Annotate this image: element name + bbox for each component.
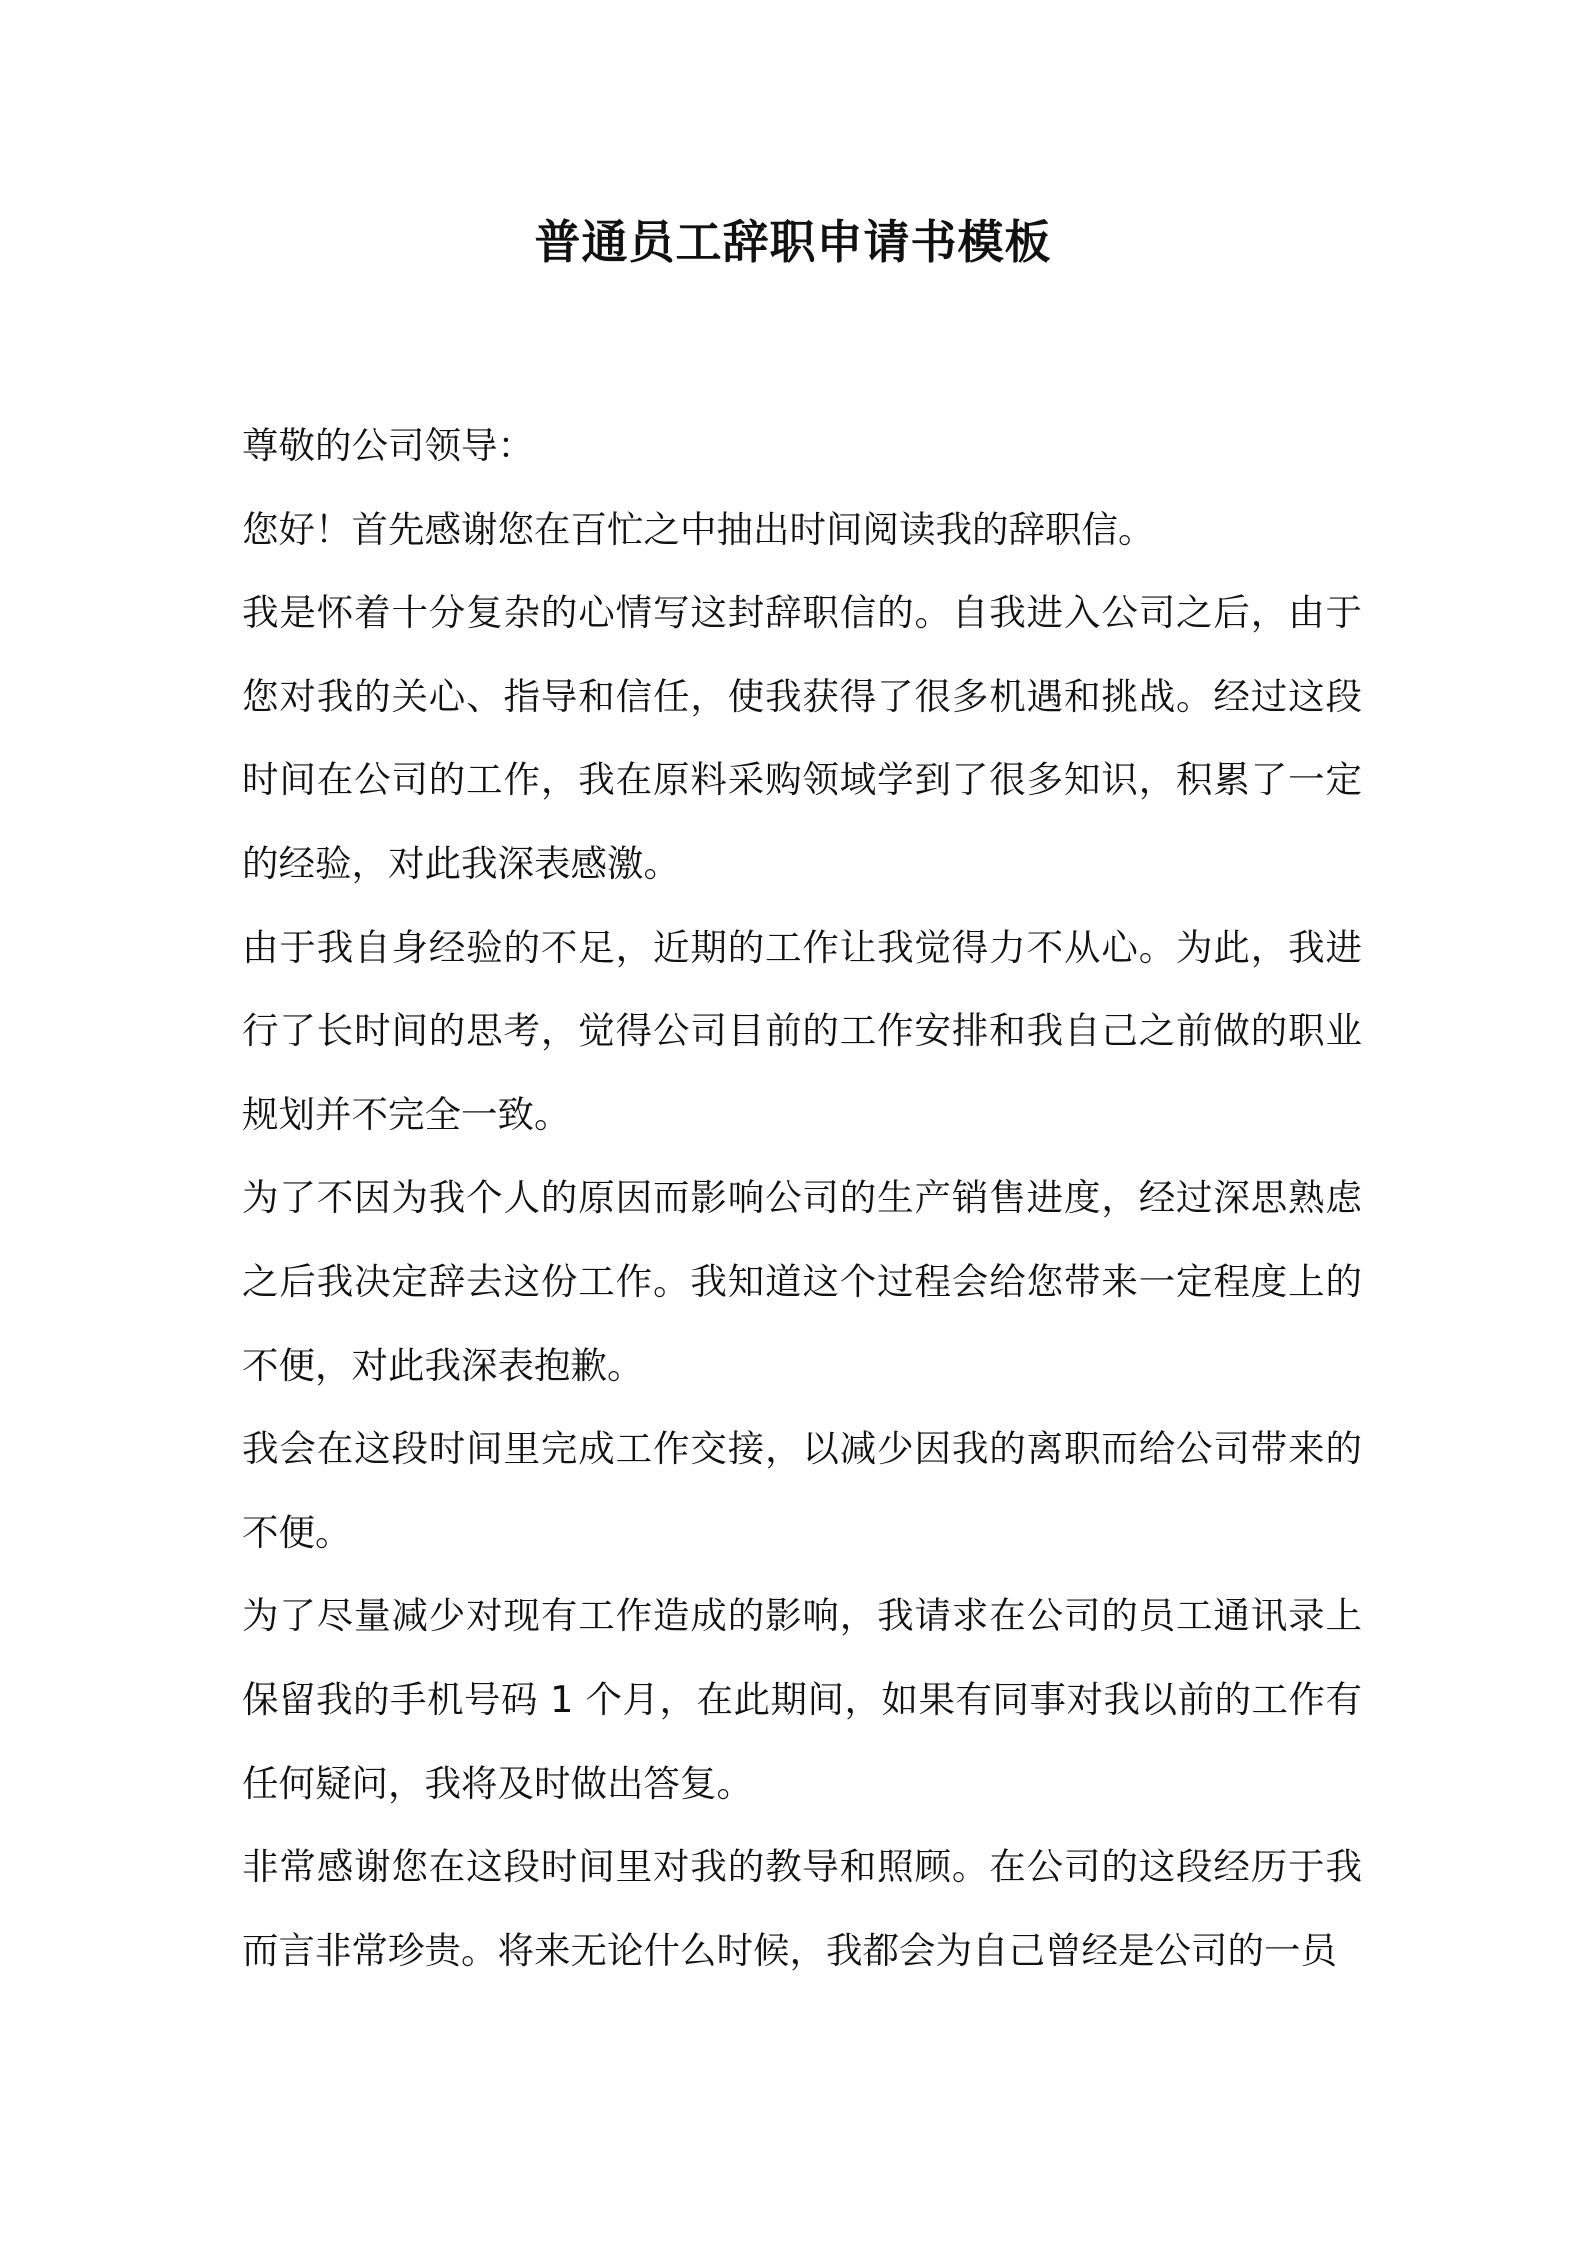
body-paragraph: 由于我自身经验的不足，近期的工作让我觉得力不从心。为此，我进行了长时间的思考，觉得公司目前的工作安排和我自己之前做的职业规划并不完全一致。	[242, 925, 1362, 1136]
body-paragraph: 为了尽量减少对现有工作造成的影响，我请求在公司的员工通讯录上保留我的手机号码 1 个月，在此期间，如果有同事对我以前的工作有任何疑问，我将及时做出答复。	[242, 1594, 1362, 1805]
greeting-paragraph: 您好！首先感谢您在百忙之中抽出时间阅读我的辞职信。	[242, 507, 1155, 551]
document-title: 普通员工辞职申请书模板	[534, 215, 1052, 269]
salutation: 尊敬的公司领导：	[242, 424, 534, 467]
body-paragraph: 我会在这段时间里完成工作交接，以减少因我的离职而给公司带来的不便。	[242, 1427, 1362, 1554]
document-body	[242, 404, 1362, 1992]
body-paragraph: 非常感谢您在这段时间里对我的教导和照顾。在公司的这段经历于我而言非常珍贵。将来无论什么时候，我都会为自己曾经是公司的一员	[242, 1845, 1362, 1972]
body-paragraph: 为了不因为我个人的原因而影响公司的生产销售进度，经过深思熟虑之后我决定辞去这份工作。我知道这个过程会给您带来一定程度上的不便，对此我深表抱歉。	[242, 1176, 1362, 1387]
body-paragraph: 我是怀着十分复杂的心情写这封辞职信的。自我进入公司之后，由于您对我的关心、指导和信任，使我获得了很多机遇和挑战。经过这段时间在公司的工作，我在原料采购领域学到了很多知识，积累了一定的经验，对此我深表感激。	[242, 591, 1362, 885]
